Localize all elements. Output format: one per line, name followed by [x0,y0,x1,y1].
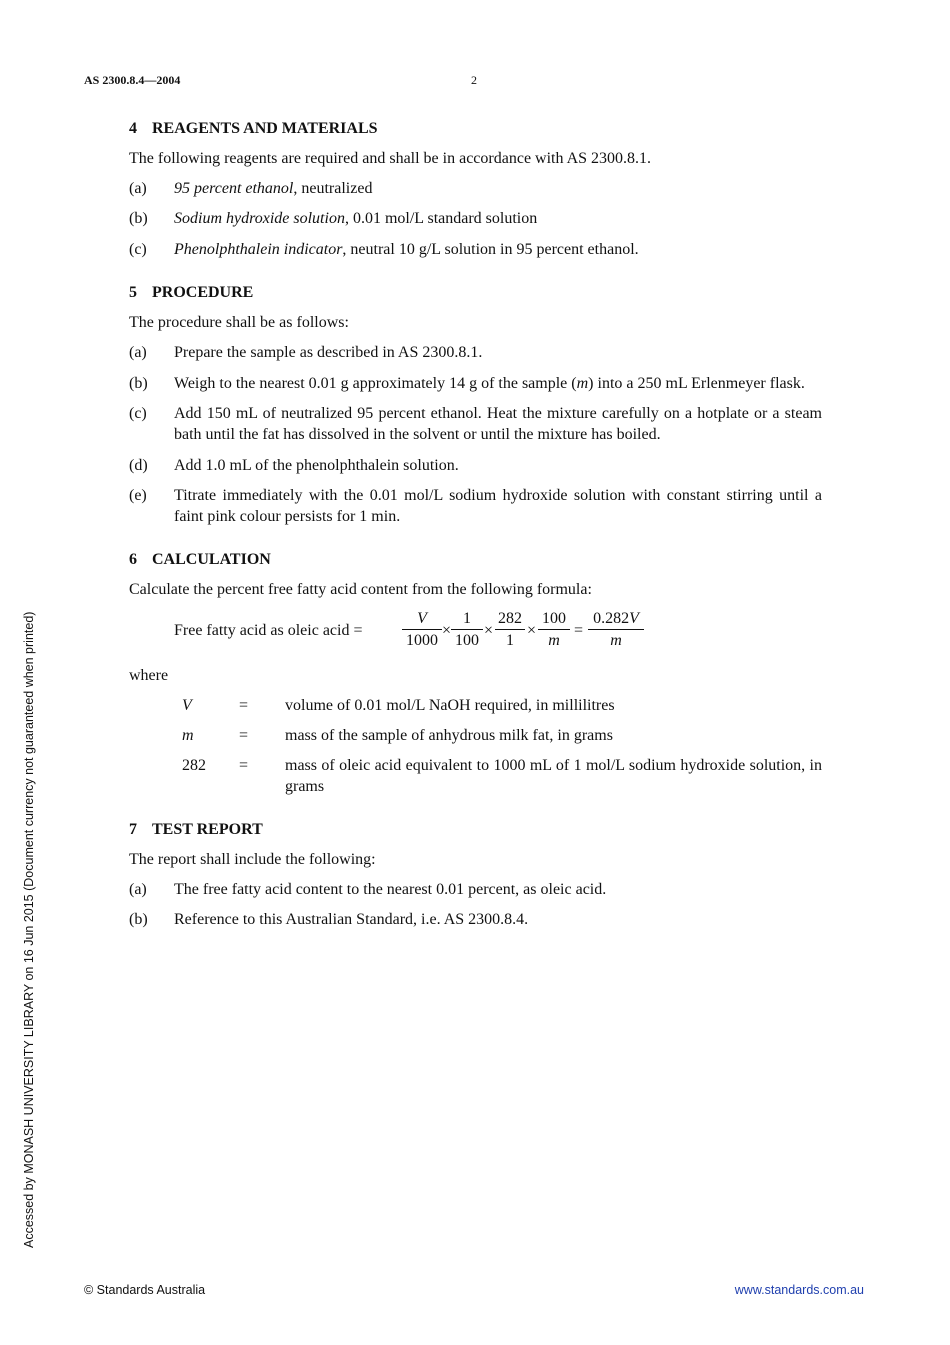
numerator: 282 [495,608,525,630]
access-watermark: Accessed by MONASH UNIVERSITY LIBRARY on 16 Jun 2015 (Document currency not guaranteed when printed) [22,611,36,1248]
definition-row [129,725,822,746]
fraction-1-over-100 [451,608,483,652]
list-item [129,178,822,199]
fraction-v-over-1000 [402,608,442,652]
equals-operator: = [574,622,584,639]
denominator: 1 [506,632,514,649]
footer-website-link[interactable]: www.standards.com.au [734,1283,864,1297]
list-text: Add 1.0 mL of the phenolphthalein solution. [174,457,459,474]
list-item [129,373,822,394]
section-number: 7 [129,821,137,838]
section-7-intro: The report shall include the following: [129,851,376,868]
fraction-result [588,608,644,652]
section-number: 6 [129,551,137,568]
list-item [129,455,822,476]
page-number: 2 [471,73,477,87]
definition-symbol: 282 [182,757,206,774]
list-label: (e) [129,487,147,504]
list-label: (c) [129,405,147,422]
fraction-100-over-m [538,608,570,652]
section-5-intro: The procedure shall be as follows: [129,314,349,331]
definition-symbol: m [182,727,194,744]
list-text: Add 150 mL of neutralized 95 percent ethanol. Heat the mixture carefully on a hotplate or a steam bath until the fat has dissolved in the solvent or until the mixture has boiled. [174,405,822,443]
list-label: (d) [129,457,148,474]
formula [174,608,822,656]
page-body [129,118,822,930]
list-item [129,909,822,930]
footer-copyright: © Standards Australia [84,1283,206,1297]
numerator: 100 [538,608,570,630]
section-4-intro: The following reagents are required and shall be in accordance with AS 2300.8.1. [129,150,652,167]
section-4-heading [129,118,822,139]
list-text: Prepare the sample as described in AS 2300.8.1. [174,344,483,361]
list-text: The free fatty acid content to the nearest 0.01 percent, as oleic acid. [174,881,607,898]
definition-text: mass of oleic acid equivalent to 1000 mL of 1 mol/L sodium hydroxide solution, in grams [285,757,822,795]
list-item [129,403,822,445]
reagent-text: , 0.01 mol/L standard solution [344,210,538,227]
section-number: 4 [129,120,137,137]
section-title: TEST REPORT [152,821,263,838]
times-operator: × [484,622,494,639]
section-number: 5 [129,284,137,301]
section-6-intro: Calculate the percent free fatty acid content from the following formula: [129,581,592,598]
list-text: Weigh to the nearest 0.01 g approximately 14 g of the sample ( [174,375,577,392]
reagent-term: Sodium hydroxide solution [174,210,345,227]
list-text: Reference to this Australian Standard, i.e. AS 2300.8.4. [174,911,529,928]
section-title: PROCEDURE [152,284,254,301]
list-label: (a) [129,344,147,361]
definition-equals: = [239,757,249,774]
definition-equals: = [239,697,249,714]
list-label: (a) [129,180,147,197]
list-item [129,342,822,363]
definition-text: mass of the sample of anhydrous milk fat, in grams [285,727,613,744]
times-operator: × [442,622,452,639]
definition-row [129,755,822,797]
variable-v: V [629,610,639,627]
list-item [129,485,822,527]
list-label: (b) [129,375,148,392]
definition-symbol: V [182,697,192,714]
denominator: m [610,632,622,649]
variable-m: m [576,375,589,392]
reagent-term: 95 percent ethanol [174,180,294,197]
numerator: 1 [451,608,483,630]
formula-label: Free fatty acid as oleic acid = [174,622,363,639]
list-label: (a) [129,881,147,898]
list-text: ) into a 250 mL Erlenmeyer flask. [588,375,805,392]
numerator: V [402,608,442,630]
fraction-282-over-1 [495,608,525,652]
where-label: where [129,667,169,684]
section-title: CALCULATION [152,551,271,568]
section-7-heading [129,819,822,840]
document-code: AS 2300.8.4—2004 [84,73,181,87]
list-label: (b) [129,911,148,928]
times-operator: × [527,622,537,639]
list-text: Titrate immediately with the 0.01 mol/L sodium hydroxide solution with constant stirring until a faint pink colour persists for 1 min. [174,487,822,525]
section-title: REAGENTS AND MATERIALS [152,120,378,137]
list-label: (b) [129,210,148,227]
reagent-term: Phenolphthalein indicator [174,241,343,258]
definition-equals: = [239,727,249,744]
list-item [129,239,822,260]
definition-row [129,695,822,716]
reagent-text: , neutralized [293,180,373,197]
coefficient: 0.282 [593,610,630,627]
numerator [588,608,644,630]
denominator: 100 [455,632,479,649]
list-item [129,879,822,900]
section-6-heading [129,549,822,570]
definition-text: volume of 0.01 mol/L NaOH required, in millilitres [285,697,615,714]
reagent-text: , neutral 10 g/L solution in 95 percent ethanol. [342,241,639,258]
list-label: (c) [129,241,147,258]
denominator: m [548,632,560,649]
denominator: 1000 [406,632,438,649]
section-5-heading [129,282,822,303]
list-item [129,208,822,229]
